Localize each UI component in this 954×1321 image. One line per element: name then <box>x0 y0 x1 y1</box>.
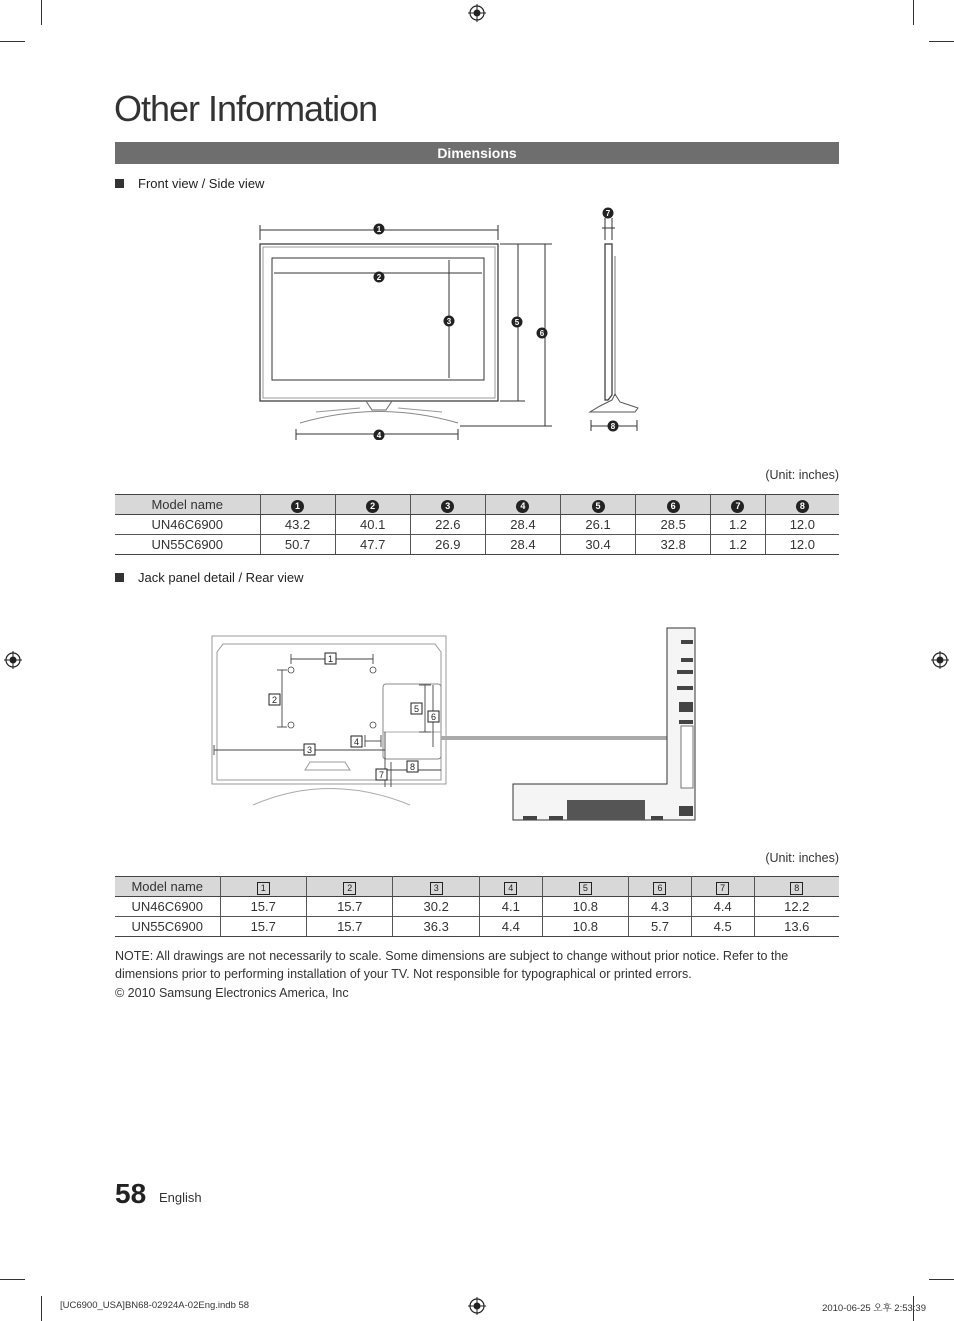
table-cell: 15.7 <box>306 897 392 917</box>
svg-text:1: 1 <box>327 654 334 664</box>
svg-text:3: 3 <box>446 317 452 326</box>
table-cell: 36.3 <box>393 917 479 937</box>
box-label-8 <box>407 761 418 772</box>
table-cell: 32.8 <box>636 535 711 555</box>
table-cell: UN46C6900 <box>115 515 260 535</box>
table-row <box>115 917 839 937</box>
box-label-1 <box>325 653 336 664</box>
table-cell: 26.1 <box>561 515 636 535</box>
table-header-cell: 2 <box>335 495 410 515</box>
table-header-cell: Model name <box>115 877 220 897</box>
table-cell: 5.7 <box>629 917 692 937</box>
section-heading-rear: Jack panel detail / Rear view <box>115 570 303 585</box>
page-number: 58 <box>115 1178 147 1209</box>
table-cell: 4.4 <box>479 917 542 937</box>
table-cell: 22.6 <box>410 515 485 535</box>
svg-text:2: 2 <box>271 695 278 705</box>
table-header-cell: 4 <box>485 495 560 515</box>
crop-mark <box>41 0 42 25</box>
svg-text:3: 3 <box>306 745 313 755</box>
table-cell: 28.5 <box>636 515 711 535</box>
svg-text:8: 8 <box>409 762 416 772</box>
svg-text:7: 7 <box>605 209 611 218</box>
table-cell: 50.7 <box>260 535 335 555</box>
table-cell: 12.0 <box>765 515 839 535</box>
crop-mark <box>929 1279 954 1280</box>
table-cell: 12.0 <box>765 535 839 555</box>
svg-text:7: 7 <box>378 770 385 780</box>
unit-label: (Unit: inches) <box>765 851 839 865</box>
crop-mark <box>41 1296 42 1321</box>
box-label-3 <box>304 744 315 755</box>
table-header-cell: 8 <box>754 877 839 897</box>
table-cell: 4.1 <box>479 897 542 917</box>
table-cell: 47.7 <box>335 535 410 555</box>
table-cell: 1.2 <box>711 515 765 535</box>
svg-text:6: 6 <box>539 329 545 338</box>
table-header-row <box>115 877 839 897</box>
table-cell: 13.6 <box>754 917 839 937</box>
page-title: Other Information <box>114 88 378 129</box>
svg-text:8: 8 <box>610 422 616 431</box>
table-cell: 15.7 <box>220 917 306 937</box>
box-label-6 <box>428 711 439 722</box>
dimensions-table-front <box>115 494 839 555</box>
dimension-label-8 <box>608 421 619 432</box>
table-header-cell: 1 <box>260 495 335 515</box>
front-side-view-drawing <box>240 200 660 440</box>
table-header-cell: 4 <box>479 877 542 897</box>
table-cell: 1.2 <box>711 535 765 555</box>
table-cell: 28.4 <box>485 515 560 535</box>
table-cell: 10.8 <box>542 917 628 937</box>
box-label-5 <box>411 703 422 714</box>
table-header-row <box>115 495 839 515</box>
crop-mark <box>913 0 914 25</box>
unit-label: (Unit: inches) <box>765 468 839 482</box>
table-header-cell: 5 <box>561 495 636 515</box>
table-header-cell: Model name <box>115 495 260 515</box>
box-label-4 <box>351 736 362 747</box>
svg-text:2: 2 <box>376 273 382 282</box>
box-label-7 <box>376 769 387 780</box>
dimension-label-3 <box>444 316 455 327</box>
table-cell: 12.2 <box>754 897 839 917</box>
dimension-label-4 <box>374 430 385 441</box>
footer-timestamp: 2010-06-25 오후 2:53:39 <box>822 1303 926 1314</box>
table-header-cell: 8 <box>765 495 839 515</box>
table-cell: 4.4 <box>691 897 754 917</box>
table-header-cell: 6 <box>636 495 711 515</box>
table-cell: 28.4 <box>485 535 560 555</box>
copyright-text: © 2010 Samsung Electronics America, Inc <box>115 986 349 1000</box>
table-cell: UN55C6900 <box>115 535 260 555</box>
table-cell: 4.5 <box>691 917 754 937</box>
table-cell: 40.1 <box>335 515 410 535</box>
table-cell: 26.9 <box>410 535 485 555</box>
table-header-cell: 3 <box>393 877 479 897</box>
table-header-cell: 5 <box>542 877 628 897</box>
table-header-cell: 3 <box>410 495 485 515</box>
registration-mark-icon <box>468 4 486 22</box>
table-header-cell: 2 <box>306 877 392 897</box>
registration-mark-icon <box>468 1297 486 1315</box>
table-cell: 10.8 <box>542 897 628 917</box>
table-cell: 30.2 <box>393 897 479 917</box>
table-cell: 15.7 <box>220 897 306 917</box>
note-text: NOTE: All drawings are not necessarily to scale. Some dimensions are subject to change without prior notice. Refer to the dimensions prior to performing installation of your TV. Not responsible for typographical or printed errors. <box>115 949 789 981</box>
dimension-label-6 <box>537 328 548 339</box>
section-banner: Dimensions <box>115 142 839 164</box>
registration-mark-icon <box>4 651 22 669</box>
table-row <box>115 515 839 535</box>
table-cell: 15.7 <box>306 917 392 937</box>
svg-text:4: 4 <box>376 431 382 440</box>
dimension-label-2 <box>374 272 385 283</box>
footer-file-info: [UC6900_USA]BN68-02924A-02Eng.indb 58 <box>60 1300 250 1311</box>
box-label-2 <box>269 694 280 705</box>
table-header-cell: 1 <box>220 877 306 897</box>
section-heading-front: Front view / Side view <box>115 176 264 191</box>
svg-text:1: 1 <box>376 225 382 234</box>
dimension-label-7 <box>603 208 614 219</box>
table-cell: 30.4 <box>561 535 636 555</box>
table-row <box>115 897 839 917</box>
table-cell: UN55C6900 <box>115 917 220 937</box>
rear-view-drawing <box>205 622 705 827</box>
registration-mark-icon <box>931 651 949 669</box>
svg-text:4: 4 <box>353 737 360 747</box>
table-cell: 43.2 <box>260 515 335 535</box>
table-row <box>115 535 839 555</box>
square-bullet-icon <box>115 179 124 188</box>
table-header-cell: 7 <box>691 877 754 897</box>
page-language: English <box>159 1190 202 1205</box>
svg-text:5: 5 <box>413 704 420 714</box>
svg-text:6: 6 <box>430 712 437 722</box>
dimension-label-5 <box>512 317 523 328</box>
table-header-cell: 6 <box>629 877 692 897</box>
dimension-label-1 <box>374 224 385 235</box>
crop-mark <box>929 41 954 42</box>
square-bullet-icon <box>115 573 124 582</box>
crop-mark <box>0 41 25 42</box>
crop-mark <box>0 1279 25 1280</box>
table-header-cell: 7 <box>711 495 765 515</box>
dimensions-table-rear <box>115 876 839 937</box>
table-cell: 4.3 <box>629 897 692 917</box>
table-cell: UN46C6900 <box>115 897 220 917</box>
svg-text:5: 5 <box>514 318 520 327</box>
